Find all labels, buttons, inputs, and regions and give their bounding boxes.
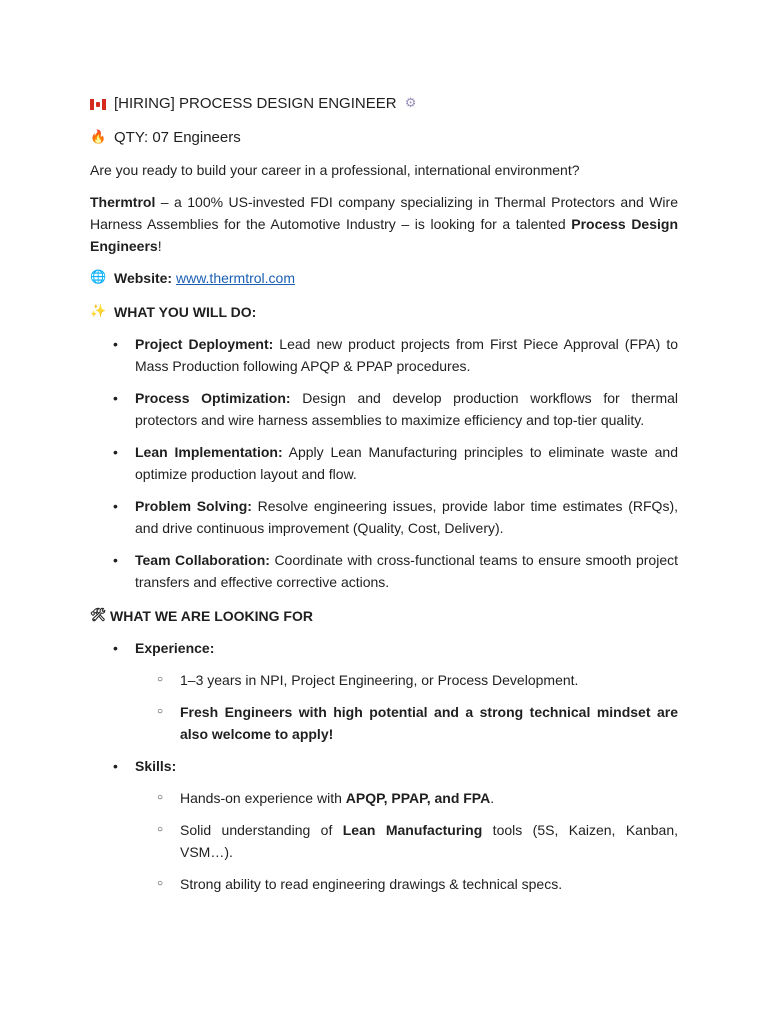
looking-for-heading — [90, 605, 678, 627]
sublist-item — [135, 701, 678, 745]
list-item-text: Lead new product projects from First Piece Approval (FPA) to Mass Production following APQP & PPAP procedures. — [135, 336, 678, 374]
looking-for-list — [90, 637, 678, 895]
skills-label: Skills: — [135, 758, 177, 774]
quantity-text: QTY: 07 Engineers — [114, 129, 241, 146]
experience-sublist — [135, 669, 678, 745]
canada-flag-icon — [90, 99, 106, 110]
website-link[interactable]: www.thermtrol.com — [175, 270, 296, 286]
what-you-do-heading — [90, 301, 678, 323]
list-item — [90, 549, 678, 593]
job-title — [90, 92, 678, 116]
globe-icon: 🌐 — [90, 270, 107, 285]
list-item-label: Project Deployment: — [135, 336, 274, 352]
list-item-text: Resolve engineering issues, provide labor time estimates (RFQs), and drive continuous improvement (Quality, Cost, Delivery). — [135, 498, 678, 536]
tools-icon: 🛠 — [90, 608, 107, 623]
skill-text: Solid understanding of — [180, 822, 343, 838]
website-label: Website: — [114, 270, 173, 286]
sublist-item — [135, 819, 678, 863]
company-description — [90, 191, 678, 257]
list-item-text: Design and develop production workflows for thermal protectors and wire harness assemblies to maximize efficiency and top-tier quality. — [135, 390, 678, 428]
list-item — [90, 387, 678, 431]
list-item — [90, 441, 678, 485]
list-item — [90, 333, 678, 377]
website-line — [90, 267, 678, 289]
skill-bold: APQP, PPAP, and FPA — [345, 790, 491, 806]
quantity-line — [90, 126, 678, 150]
sublist-item: ○ 1–3 years in NPI, Project Engineering, or Process Development. — [135, 669, 678, 691]
job-post — [90, 92, 678, 905]
role-name: Process Design Engineers — [90, 216, 678, 254]
looking-for-heading-text: WHAT WE ARE LOOKING FOR — [110, 608, 313, 624]
skill-text: . — [490, 790, 495, 806]
list-item-label: Problem Solving: — [135, 498, 252, 514]
skill-text: Hands-on experience with — [180, 790, 346, 806]
list-item-text: Coordinate with cross-functional teams to ensure smooth project transfers and effective corrective actions. — [135, 552, 678, 590]
fresh-engineers-text: Fresh Engineers with high potential and a strong technical mindset are also welcome to apply! — [180, 704, 678, 742]
list-item-label: Process Optimization: — [135, 390, 291, 406]
sublist-item — [135, 787, 678, 809]
list-item-text: Apply Lean Manufacturing principles to eliminate waste and optimize production layout and flow. — [135, 444, 678, 482]
list-item — [90, 495, 678, 539]
fire-icon: 🔥 — [90, 130, 107, 145]
company-name: Thermtrol — [90, 194, 156, 210]
gear-icon: ⚙ — [404, 96, 417, 111]
sparkles-icon: ✨ — [90, 304, 107, 319]
list-item-label: Lean Implementation: — [135, 444, 283, 460]
company-desc-text: – a 100% US-invested FDI company specializing in Thermal Protectors and Wire Harness Assemblies for the Automotive Industry – is looking for a talented — [90, 194, 678, 232]
skill-bold: Lean Manufacturing — [342, 822, 483, 838]
job-title-text: [HIRING] PROCESS DESIGN ENGINEER — [114, 95, 397, 112]
list-item-experience — [90, 637, 678, 745]
experience-label: Experience: — [135, 640, 215, 656]
what-you-do-heading-text: WHAT YOU WILL DO: — [114, 304, 257, 320]
skill-text: tools (5S, Kaizen, Kanban, VSM…). — [180, 822, 678, 860]
sublist-item: ○ Strong ability to read engineering drawings & technical specs. — [135, 873, 678, 895]
skills-sublist — [135, 787, 678, 895]
what-you-do-list — [90, 333, 678, 593]
list-item-skills — [90, 755, 678, 895]
intro-question: Are you ready to build your career in a professional, international environment? — [90, 162, 580, 178]
exclaim: ! — [157, 238, 162, 254]
list-item-label: Team Collaboration: — [135, 552, 270, 568]
